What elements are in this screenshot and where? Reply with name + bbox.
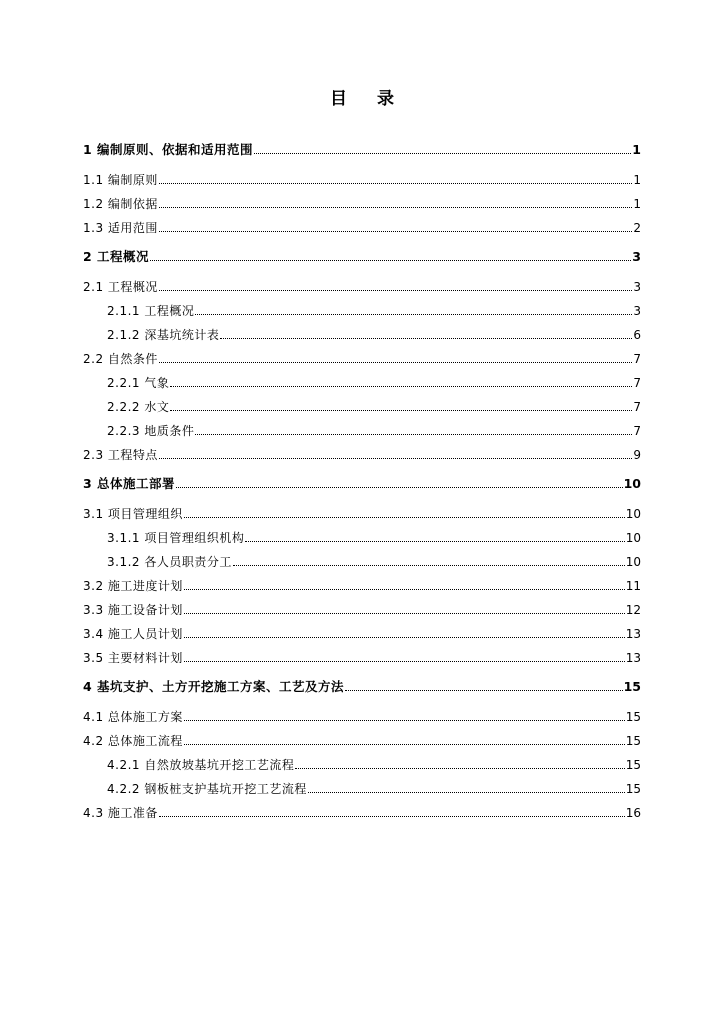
- toc-entry-label: 3 总体施工部署: [83, 476, 176, 491]
- toc-entry[interactable]: [83, 414, 641, 438]
- toc-entry[interactable]: [83, 342, 641, 366]
- toc-entry[interactable]: [83, 264, 641, 294]
- toc-entry-label: 3.1 项目管理组织: [83, 507, 183, 521]
- toc-entry[interactable]: [83, 617, 641, 641]
- toc-entry[interactable]: [83, 438, 641, 462]
- dot-leader: [159, 816, 625, 817]
- dot-leader: [170, 410, 632, 411]
- toc-entry-page-number: 13: [625, 627, 641, 641]
- toc-entry-label: 3.3 施工设备计划: [83, 603, 183, 617]
- toc-entry-label: 3.1.2 各人员职责分工: [107, 555, 232, 569]
- toc-entry-page-number: 12: [625, 603, 641, 617]
- toc-title: 目 录: [330, 89, 406, 109]
- toc-entry[interactable]: [83, 294, 641, 318]
- dot-leader: [308, 792, 625, 793]
- dot-leader: [184, 517, 625, 518]
- toc-entry-page-number: 15: [625, 758, 641, 772]
- toc-entry-page-number: 1: [633, 197, 641, 211]
- toc-entry-label: 1.3 适用范围: [83, 221, 158, 235]
- dot-leader: [184, 613, 625, 614]
- table-of-contents: [83, 128, 641, 820]
- dot-leader: [184, 661, 625, 662]
- toc-entry[interactable]: [83, 694, 641, 724]
- toc-entry-label: 3.4 施工人员计划: [83, 627, 183, 641]
- dot-leader: [159, 183, 632, 184]
- toc-entry-page-number: 1: [632, 142, 641, 157]
- dot-leader: [170, 386, 632, 387]
- toc-entry-label: 2.2.3 地质条件: [107, 424, 195, 438]
- toc-entry-label: 1 编制原则、依据和适用范围: [83, 142, 254, 157]
- toc-entry-label: 2.2 自然条件: [83, 352, 158, 366]
- toc-entry-page-number: 10: [623, 476, 641, 491]
- toc-entry[interactable]: [83, 187, 641, 211]
- toc-entry[interactable]: [83, 318, 641, 342]
- toc-entry-label: 4.1 总体施工方案: [83, 710, 183, 724]
- toc-entry-label: 2 工程概况: [83, 249, 150, 264]
- toc-entry-page-number: 7: [633, 352, 641, 366]
- toc-entry-page-number: 1: [633, 173, 641, 187]
- toc-entry[interactable]: [83, 390, 641, 414]
- toc-entry-label: 4.3 施工准备: [83, 806, 158, 820]
- toc-entry-page-number: 3: [633, 280, 641, 294]
- toc-entry-page-number: 15: [625, 710, 641, 724]
- toc-entry-page-number: 10: [625, 507, 641, 521]
- dot-leader: [159, 458, 632, 459]
- toc-entry-label: 2.1 工程概况: [83, 280, 158, 294]
- toc-entry-page-number: 6: [633, 328, 641, 342]
- toc-entry-page-number: 15: [625, 782, 641, 796]
- toc-entry-page-number: 7: [633, 376, 641, 390]
- toc-entry[interactable]: [83, 235, 641, 264]
- toc-entry-label: 4.2.1 自然放坡基坑开挖工艺流程: [107, 758, 295, 772]
- toc-entry[interactable]: [83, 641, 641, 665]
- toc-entry-page-number: 7: [633, 400, 641, 414]
- toc-entry[interactable]: [83, 545, 641, 569]
- dot-leader: [295, 768, 624, 769]
- toc-entry-page-number: 9: [633, 448, 641, 462]
- toc-entry[interactable]: [83, 772, 641, 796]
- toc-entry[interactable]: [83, 521, 641, 545]
- dot-leader: [150, 260, 631, 261]
- toc-entry-page-number: 2: [633, 221, 641, 235]
- dot-leader: [220, 338, 632, 339]
- dot-leader: [245, 541, 624, 542]
- toc-entry-label: 4.2.2 钢板桩支护基坑开挖工艺流程: [107, 782, 307, 796]
- toc-entry-label: 3.2 施工进度计划: [83, 579, 183, 593]
- toc-entry[interactable]: [83, 593, 641, 617]
- dot-leader: [184, 720, 625, 721]
- dot-leader: [345, 690, 623, 691]
- toc-entry[interactable]: [83, 796, 641, 820]
- dot-leader: [233, 565, 625, 566]
- toc-entry-page-number: 10: [625, 555, 641, 569]
- toc-entry-page-number: 3: [633, 304, 641, 318]
- toc-entry-label: 2.1.1 工程概况: [107, 304, 195, 318]
- toc-entry[interactable]: [83, 724, 641, 748]
- toc-entry-page-number: 10: [625, 531, 641, 545]
- dot-leader: [254, 153, 631, 154]
- toc-entry-label: 2.3 工程特点: [83, 448, 158, 462]
- toc-entry[interactable]: [83, 748, 641, 772]
- dot-leader: [176, 487, 623, 488]
- toc-entry-page-number: 11: [625, 579, 641, 593]
- toc-entry[interactable]: [83, 665, 641, 694]
- dot-leader: [159, 207, 632, 208]
- toc-entry[interactable]: [83, 491, 641, 521]
- dot-leader: [195, 314, 632, 315]
- toc-entry-label: 4 基坑支护、土方开挖施工方案、工艺及方法: [83, 679, 345, 694]
- toc-entry-page-number: 15: [623, 679, 641, 694]
- toc-entry-label: 1.1 编制原则: [83, 173, 158, 187]
- dot-leader: [184, 744, 625, 745]
- dot-leader: [184, 637, 625, 638]
- dot-leader: [159, 290, 632, 291]
- toc-entry-page-number: 13: [625, 651, 641, 665]
- toc-entry[interactable]: [83, 569, 641, 593]
- toc-entry[interactable]: [83, 157, 641, 187]
- toc-entry-page-number: 16: [625, 806, 641, 820]
- toc-entry-page-number: 15: [625, 734, 641, 748]
- toc-entry[interactable]: [83, 211, 641, 235]
- toc-entry-label: 3.1.1 项目管理组织机构: [107, 531, 245, 545]
- dot-leader: [159, 362, 632, 363]
- dot-leader: [159, 231, 632, 232]
- dot-leader: [195, 434, 632, 435]
- toc-entry-label: 1.2 编制依据: [83, 197, 158, 211]
- toc-entry[interactable]: [83, 128, 641, 157]
- toc-entry[interactable]: [83, 366, 641, 390]
- toc-entry-label: 3.5 主要材料计划: [83, 651, 183, 665]
- toc-entry-page-number: 7: [633, 424, 641, 438]
- toc-entry-label: 4.2 总体施工流程: [83, 734, 183, 748]
- dot-leader: [184, 589, 625, 590]
- toc-entry[interactable]: [83, 462, 641, 491]
- toc-entry-label: 2.2.2 水文: [107, 400, 170, 414]
- toc-entry-label: 2.1.2 深基坑统计表: [107, 328, 220, 342]
- toc-entry-label: 2.2.1 气象: [107, 376, 170, 390]
- toc-entry-page-number: 3: [632, 249, 641, 264]
